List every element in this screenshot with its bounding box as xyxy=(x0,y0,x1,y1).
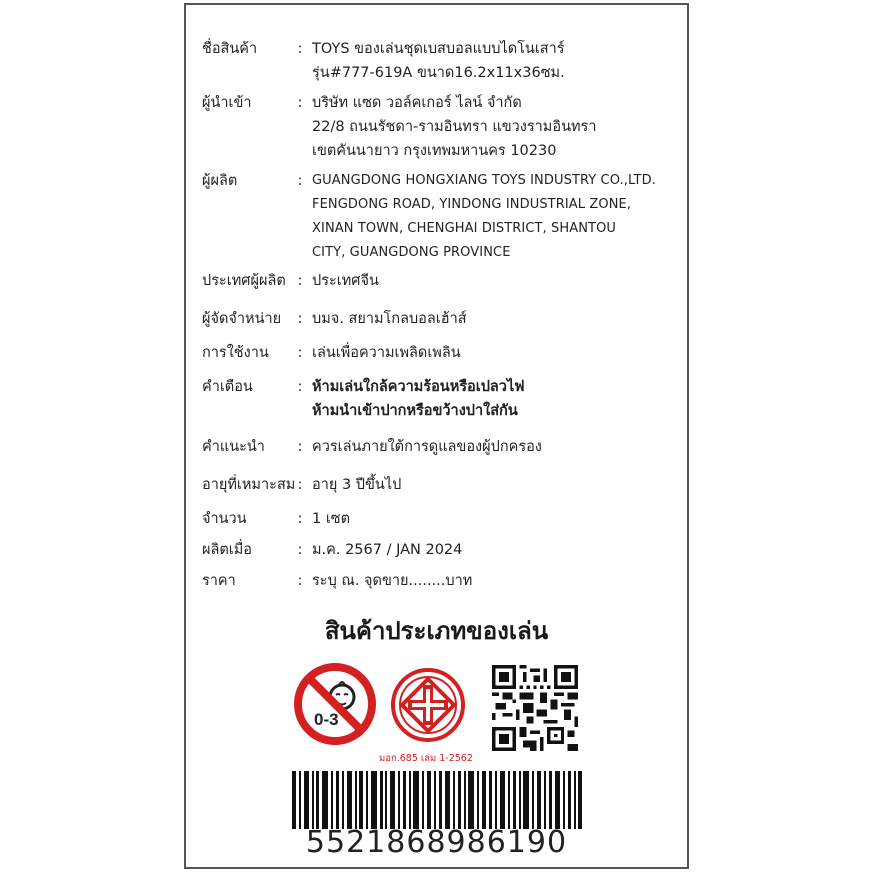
field-key: ผู้นำเข้า xyxy=(202,95,252,111)
value-line: ระบุ ณ. จุดขาย........บาท xyxy=(312,573,473,589)
field-advice xyxy=(202,435,677,459)
barcode xyxy=(292,771,582,829)
field-colon: : xyxy=(297,173,303,189)
field-age xyxy=(202,473,677,497)
certification-icons xyxy=(186,661,687,757)
field-value xyxy=(312,538,677,562)
field-value xyxy=(312,307,677,331)
field-value xyxy=(312,91,677,163)
field-key: ชื่อสินค้า xyxy=(202,41,258,57)
field-colon: : xyxy=(297,439,303,455)
no-under-3-icon xyxy=(292,661,378,747)
field-value xyxy=(312,507,677,531)
field-colon: : xyxy=(297,511,303,527)
barcode-number: 5521868986190 xyxy=(305,825,568,860)
value-line: ควรเล่นภายใต้การดูแลของผู้ปกครอง xyxy=(312,439,542,455)
field-usage xyxy=(202,341,677,365)
field-country xyxy=(202,269,677,293)
field-colon: : xyxy=(297,311,303,327)
value-line: ประเทศจีน xyxy=(312,273,379,289)
field-price xyxy=(202,569,677,593)
value-line: เล่นเพื่อความเพลิดเพลิน xyxy=(312,345,461,361)
tis-standard-code: มอก.685 เล่ม 1-2562 xyxy=(379,753,473,764)
field-key: จำนวน xyxy=(202,511,247,527)
value-line: เขตคันนายาว กรุงเทพมหานคร 10230 xyxy=(312,143,557,159)
field-key: ประเทศผู้ผลิต xyxy=(202,273,286,289)
field-manufactured xyxy=(202,538,677,562)
value-line: รุ่น#777-619A ขนาด16.2x11x36ซม. xyxy=(312,65,565,81)
field-manufacturer xyxy=(202,169,677,265)
value-line: 22/8 ถนนรัชดา-รามอินทรา แขวงรามอินทรา xyxy=(312,119,597,135)
value-line: CITY, GUANGDONG PROVINCE xyxy=(312,245,511,260)
field-value xyxy=(312,269,677,293)
value-line: ห้ามนำเข้าปากหรือขว้างปาใส่กัน xyxy=(312,403,518,419)
age-icon-text: 0-3 xyxy=(314,710,339,729)
value-line: อายุ 3 ปีขึ้นไป xyxy=(312,477,402,493)
field-key: ผลิตเมื่อ xyxy=(202,542,253,558)
field-colon: : xyxy=(297,95,303,111)
field-colon: : xyxy=(297,345,303,361)
value-line: GUANGDONG HONGXIANG TOYS INDUSTRY CO.,LTD. xyxy=(312,173,656,188)
qr-code-icon xyxy=(492,665,578,751)
field-key: ผู้ผลิต xyxy=(202,173,238,189)
field-key: ผู้จัดจำหน่าย xyxy=(202,311,282,327)
field-importer xyxy=(202,91,677,163)
field-colon: : xyxy=(297,41,303,57)
value-line: บริษัท แซด วอล์คเกอร์ ไลน์ จำกัด xyxy=(312,95,522,111)
field-distributor xyxy=(202,307,677,331)
field-key: การใช้งาน xyxy=(202,345,269,361)
field-value xyxy=(312,375,677,423)
field-product-name xyxy=(202,37,677,85)
tis-mark-icon xyxy=(388,665,468,745)
value-line: TOYS ของเล่นชุดเบสบอลแบบไดโนเสาร์ xyxy=(312,41,565,57)
field-colon: : xyxy=(297,273,303,289)
value-line: FENGDONG ROAD, YINDONG INDUSTRIAL ZONE, xyxy=(312,197,632,212)
value-line: บมจ. สยามโกลบอลเฮ้าส์ xyxy=(312,311,467,327)
field-value xyxy=(312,473,677,497)
field-value xyxy=(312,37,677,85)
field-key: ราคา xyxy=(202,573,236,589)
value-line: ห้ามเล่นใกล้ความร้อนหรือเปลวไฟ xyxy=(312,379,525,395)
field-colon: : xyxy=(297,379,303,395)
value-line: 1 เซต xyxy=(312,511,351,527)
field-value xyxy=(312,569,677,593)
field-value xyxy=(312,341,677,365)
field-key: คำแนะนำ xyxy=(202,439,265,455)
product-label xyxy=(184,3,689,869)
field-key: คำเตือน xyxy=(202,379,253,395)
field-quantity xyxy=(202,507,677,531)
field-colon: : xyxy=(297,573,303,589)
field-colon: : xyxy=(297,477,303,493)
field-warning xyxy=(202,375,677,423)
field-key: อายุที่เหมาะสม xyxy=(202,477,296,493)
field-value xyxy=(312,169,677,265)
toy-category-heading: สินค้าประเภทของเล่น xyxy=(324,617,549,645)
value-line: XINAN TOWN, CHENGHAI DISTRICT, SHANTOU xyxy=(312,221,617,236)
field-value xyxy=(312,435,677,459)
value-line: ม.ค. 2567 / JAN 2024 xyxy=(312,542,463,558)
field-colon: : xyxy=(297,542,303,558)
